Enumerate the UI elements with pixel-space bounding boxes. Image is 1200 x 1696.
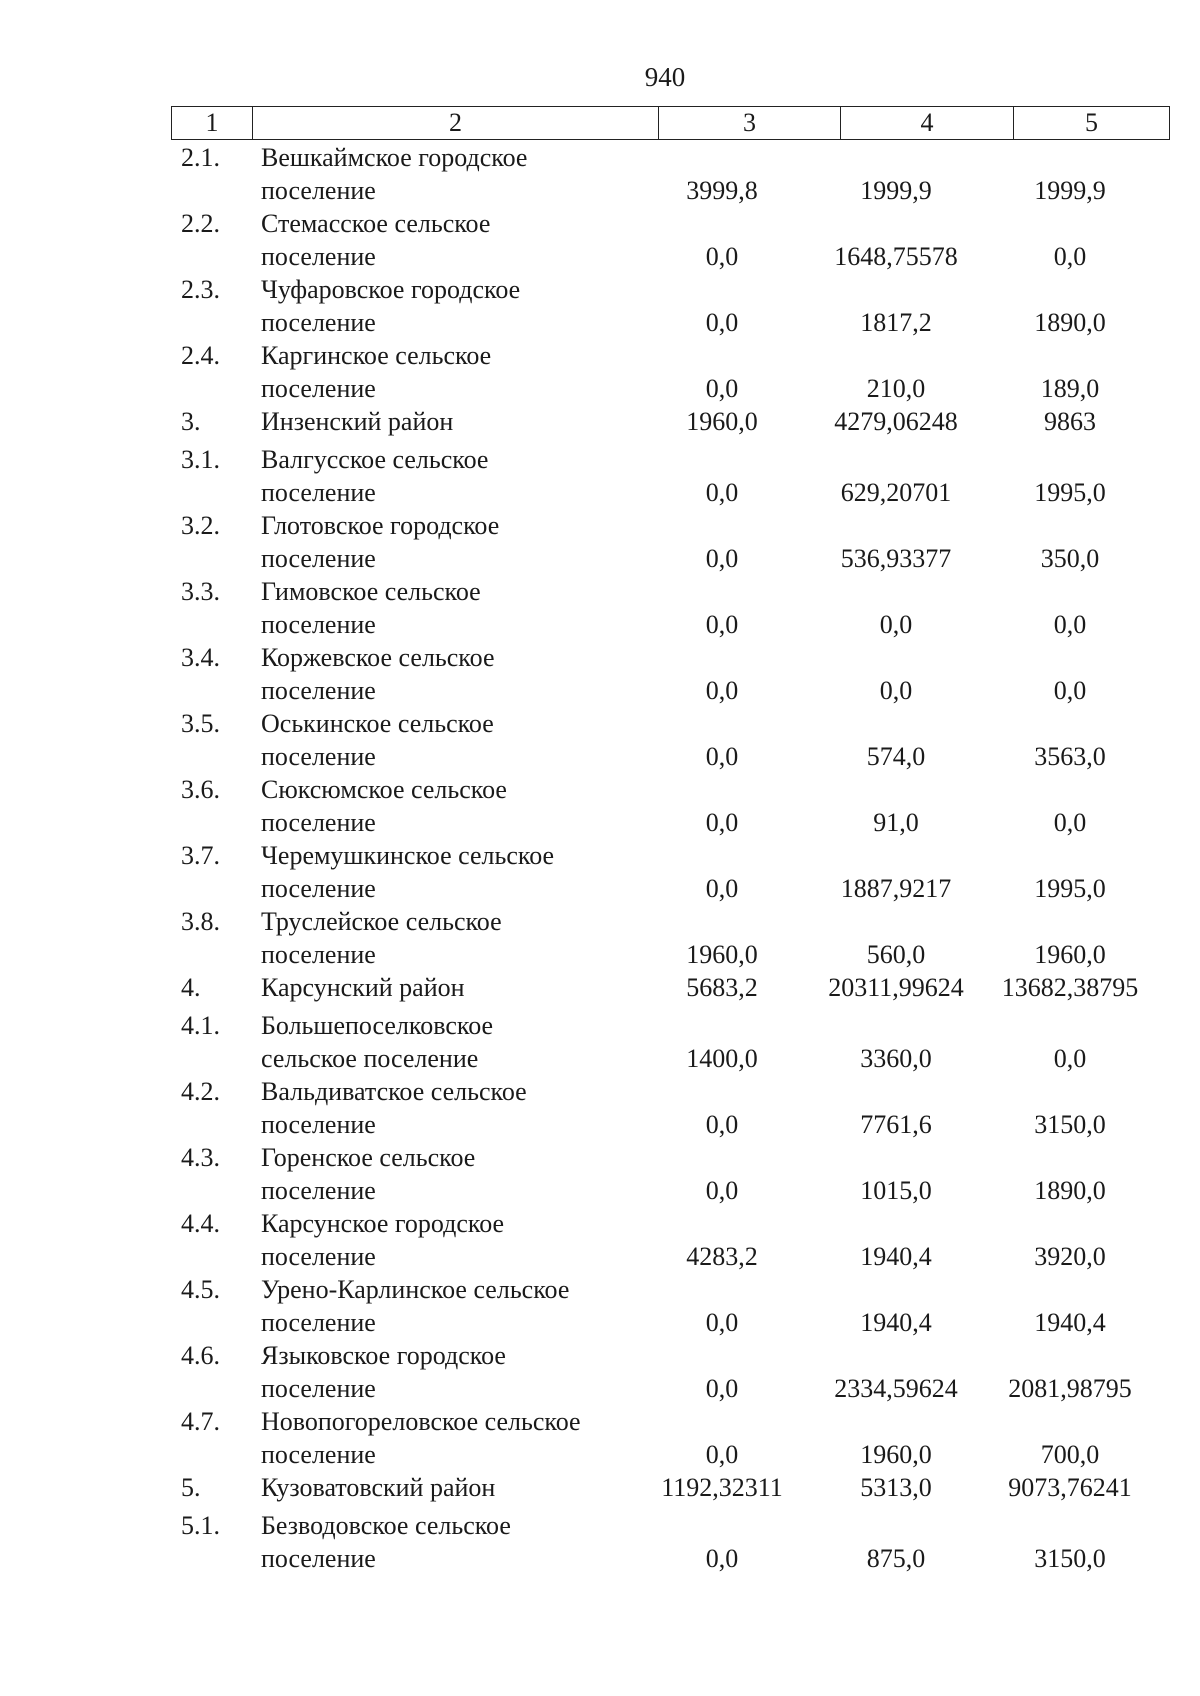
table-row bbox=[0, 1339, 1200, 1405]
row-name-line: Урено-Карлинское сельское bbox=[261, 1275, 570, 1304]
row-name bbox=[261, 1339, 651, 1405]
value-col-4: 4279,06248 bbox=[834, 407, 958, 436]
row-name bbox=[261, 141, 651, 207]
value-col-5: 2081,98795 bbox=[1008, 1374, 1132, 1403]
row-number: 4.7. bbox=[181, 1407, 220, 1436]
value-col-5: 9073,76241 bbox=[1008, 1473, 1132, 1502]
row-name-line: поселение bbox=[261, 1308, 376, 1337]
row-name-line: поселение bbox=[261, 610, 376, 639]
row-name-line: Чуфаровское городское bbox=[261, 275, 521, 304]
row-number: 4.2. bbox=[181, 1077, 220, 1106]
row-name-line: поселение bbox=[261, 808, 376, 837]
row-name-line: поселение bbox=[261, 940, 376, 969]
row-name-line: Оськинское сельское bbox=[261, 709, 494, 738]
value-col-3: 0,0 bbox=[705, 1440, 739, 1469]
row-name-line: поселение bbox=[261, 1544, 376, 1573]
value-col-3: 0,0 bbox=[705, 1110, 739, 1139]
value-col-5: 9863 bbox=[1044, 407, 1096, 436]
row-number: 3.8. bbox=[181, 907, 220, 936]
row-number: 3.1. bbox=[181, 445, 220, 474]
row-name-line: поселение bbox=[261, 176, 376, 205]
row-number: 3.7. bbox=[181, 841, 220, 870]
row-name bbox=[261, 1273, 651, 1339]
row-name-line: Коржевское сельское bbox=[261, 643, 495, 672]
table-row bbox=[0, 773, 1200, 839]
value-col-4: 210,0 bbox=[866, 374, 926, 403]
row-number: 3.6. bbox=[181, 775, 220, 804]
row-name bbox=[261, 1471, 651, 1504]
row-name-line: поселение bbox=[261, 742, 376, 771]
value-col-3: 0,0 bbox=[705, 242, 739, 271]
row-name bbox=[261, 1207, 651, 1273]
row-name-line: Инзенский район bbox=[261, 407, 454, 436]
value-col-5: 3920,0 bbox=[1034, 1242, 1106, 1271]
value-col-4: 1940,4 bbox=[860, 1308, 932, 1337]
value-col-5: 13682,38795 bbox=[1001, 973, 1139, 1002]
table-row bbox=[0, 1273, 1200, 1339]
row-number: 3. bbox=[181, 407, 201, 436]
row-name-line: Сюксюмское сельское bbox=[261, 775, 507, 804]
header-col-1: 1 bbox=[172, 107, 253, 140]
row-name-line: Вешкаймское городское bbox=[261, 143, 528, 172]
value-col-3: 5683,2 bbox=[686, 973, 758, 1002]
value-col-3: 0,0 bbox=[705, 742, 739, 771]
row-number: 3.2. bbox=[181, 511, 220, 540]
row-name bbox=[261, 443, 651, 509]
value-col-4: 536,93377 bbox=[840, 544, 952, 573]
row-name-line: Вальдиватское сельское bbox=[261, 1077, 527, 1106]
row-name bbox=[261, 1509, 651, 1575]
header-col-3: 3 bbox=[659, 107, 841, 140]
row-number: 2.1. bbox=[181, 143, 220, 172]
row-number: 3.3. bbox=[181, 577, 220, 606]
row-name bbox=[261, 339, 651, 405]
row-name-line: поселение bbox=[261, 374, 376, 403]
value-col-5: 0,0 bbox=[1053, 610, 1087, 639]
page-number: 940 bbox=[644, 62, 686, 92]
value-col-3: 0,0 bbox=[705, 1308, 739, 1337]
table-row bbox=[0, 339, 1200, 405]
value-col-5: 3563,0 bbox=[1034, 742, 1106, 771]
value-col-5: 1995,0 bbox=[1034, 874, 1106, 903]
value-col-3: 0,0 bbox=[705, 308, 739, 337]
row-name bbox=[261, 405, 651, 438]
value-col-3: 1960,0 bbox=[686, 407, 758, 436]
value-col-3: 1192,32311 bbox=[661, 1473, 783, 1502]
row-name-line: Горенское сельское bbox=[261, 1143, 476, 1172]
table-row bbox=[0, 1471, 1200, 1509]
row-name bbox=[261, 773, 651, 839]
value-col-4: 1817,2 bbox=[860, 308, 932, 337]
table-row bbox=[0, 509, 1200, 575]
value-col-3: 4283,2 bbox=[686, 1242, 758, 1271]
value-col-4: 1648,75578 bbox=[834, 242, 958, 271]
value-col-4: 1015,0 bbox=[860, 1176, 932, 1205]
value-col-5: 3150,0 bbox=[1034, 1110, 1106, 1139]
row-name-line: Глотовское городское bbox=[261, 511, 500, 540]
value-col-5: 1999,9 bbox=[1034, 176, 1106, 205]
row-number: 4.4. bbox=[181, 1209, 220, 1238]
table-row bbox=[0, 1207, 1200, 1273]
table-row bbox=[0, 1141, 1200, 1207]
row-number: 2.4. bbox=[181, 341, 220, 370]
row-number: 4.3. bbox=[181, 1143, 220, 1172]
table-row bbox=[0, 575, 1200, 641]
table-row bbox=[0, 707, 1200, 773]
value-col-4: 7761,6 bbox=[860, 1110, 932, 1139]
value-col-3: 0,0 bbox=[705, 1176, 739, 1205]
header-col-5: 5 bbox=[1014, 107, 1170, 140]
header-col-4: 4 bbox=[841, 107, 1014, 140]
row-name-line: Валгусское сельское bbox=[261, 445, 489, 474]
table-row bbox=[0, 405, 1200, 443]
table-row bbox=[0, 443, 1200, 509]
value-col-4: 1960,0 bbox=[860, 1440, 932, 1469]
row-name-line: Труслейское сельское bbox=[261, 907, 502, 936]
value-col-4: 0,0 bbox=[879, 676, 913, 705]
table-row bbox=[0, 971, 1200, 1009]
row-name-line: Гимовское сельское bbox=[261, 577, 481, 606]
row-name-line: поселение bbox=[261, 1242, 376, 1271]
row-name bbox=[261, 207, 651, 273]
value-col-4: 875,0 bbox=[866, 1544, 926, 1573]
row-number: 2.3. bbox=[181, 275, 220, 304]
row-number: 5.1. bbox=[181, 1511, 220, 1540]
row-name bbox=[261, 641, 651, 707]
value-col-3: 1400,0 bbox=[686, 1044, 758, 1073]
value-col-3: 0,0 bbox=[705, 374, 739, 403]
row-name bbox=[261, 575, 651, 641]
value-col-5: 1940,4 bbox=[1034, 1308, 1106, 1337]
row-name-line: поселение bbox=[261, 676, 376, 705]
table-row bbox=[0, 207, 1200, 273]
row-name-line: поселение bbox=[261, 478, 376, 507]
value-col-5: 350,0 bbox=[1040, 544, 1100, 573]
value-col-4: 0,0 bbox=[879, 610, 913, 639]
value-col-3: 1960,0 bbox=[686, 940, 758, 969]
row-name-line: сельское поселение bbox=[261, 1044, 479, 1073]
row-name bbox=[261, 1009, 651, 1075]
row-number: 4.1. bbox=[181, 1011, 220, 1040]
row-name-line: поселение bbox=[261, 242, 376, 271]
table-row bbox=[0, 273, 1200, 339]
value-col-3: 0,0 bbox=[705, 478, 739, 507]
row-name-line: Безводовское сельское bbox=[261, 1511, 511, 1540]
value-col-5: 0,0 bbox=[1053, 1044, 1087, 1073]
row-name bbox=[261, 509, 651, 575]
value-col-5: 1995,0 bbox=[1034, 478, 1106, 507]
value-col-5: 700,0 bbox=[1040, 1440, 1100, 1469]
table-row bbox=[0, 1075, 1200, 1141]
value-col-3: 3999,8 bbox=[686, 176, 758, 205]
table-row bbox=[0, 1509, 1200, 1575]
row-name bbox=[261, 273, 651, 339]
row-name-line: поселение bbox=[261, 1110, 376, 1139]
row-name-line: Карсунское городское bbox=[261, 1209, 505, 1238]
table-row bbox=[0, 839, 1200, 905]
row-name-line: поселение bbox=[261, 308, 376, 337]
row-name-line: Карсунский район bbox=[261, 973, 465, 1002]
row-name bbox=[261, 1141, 651, 1207]
table-row bbox=[0, 905, 1200, 971]
row-number: 4.6. bbox=[181, 1341, 220, 1370]
row-name-line: Стемасское сельское bbox=[261, 209, 491, 238]
row-name-line: поселение bbox=[261, 874, 376, 903]
row-name-line: поселение bbox=[261, 1440, 376, 1469]
row-name-line: Черемушкинское сельское bbox=[261, 841, 555, 870]
row-name bbox=[261, 707, 651, 773]
row-name-line: Кузоватовский район bbox=[261, 1473, 496, 1502]
value-col-4: 91,0 bbox=[873, 808, 919, 837]
row-name bbox=[261, 905, 651, 971]
table-header bbox=[171, 106, 1170, 140]
value-col-5: 0,0 bbox=[1053, 242, 1087, 271]
value-col-5: 0,0 bbox=[1053, 808, 1087, 837]
value-col-4: 1940,4 bbox=[860, 1242, 932, 1271]
value-col-3: 0,0 bbox=[705, 1374, 739, 1403]
value-col-5: 1960,0 bbox=[1034, 940, 1106, 969]
row-name-line: Каргинское сельское bbox=[261, 341, 492, 370]
value-col-3: 0,0 bbox=[705, 808, 739, 837]
row-number: 5. bbox=[181, 1473, 201, 1502]
row-name bbox=[261, 971, 651, 1004]
row-name bbox=[261, 839, 651, 905]
value-col-3: 0,0 bbox=[705, 1544, 739, 1573]
header-col-2: 2 bbox=[253, 107, 659, 140]
row-name-line: поселение bbox=[261, 1374, 376, 1403]
row-number: 3.5. bbox=[181, 709, 220, 738]
value-col-4: 629,20701 bbox=[840, 478, 952, 507]
row-name bbox=[261, 1405, 651, 1471]
value-col-5: 1890,0 bbox=[1034, 1176, 1106, 1205]
row-number: 3.4. bbox=[181, 643, 220, 672]
table-row bbox=[0, 1405, 1200, 1471]
row-name-line: Новопогореловское сельское bbox=[261, 1407, 581, 1436]
value-col-4: 560,0 bbox=[866, 940, 926, 969]
value-col-5: 0,0 bbox=[1053, 676, 1087, 705]
value-col-4: 20311,99624 bbox=[828, 973, 964, 1002]
value-col-5: 1890,0 bbox=[1034, 308, 1106, 337]
table-row bbox=[0, 141, 1200, 207]
value-col-5: 3150,0 bbox=[1034, 1544, 1106, 1573]
value-col-4: 3360,0 bbox=[860, 1044, 932, 1073]
row-number: 4.5. bbox=[181, 1275, 220, 1304]
value-col-3: 0,0 bbox=[705, 544, 739, 573]
row-number: 4. bbox=[181, 973, 201, 1002]
table-row bbox=[0, 641, 1200, 707]
value-col-4: 5313,0 bbox=[860, 1473, 932, 1502]
table-body bbox=[0, 141, 1200, 1575]
value-col-5: 189,0 bbox=[1040, 374, 1100, 403]
row-name-line: Большепоселковское bbox=[261, 1011, 494, 1040]
row-name-line: Языковское городское bbox=[261, 1341, 506, 1370]
header-row bbox=[172, 107, 1170, 140]
value-col-4: 1999,9 bbox=[860, 176, 932, 205]
value-col-3: 0,0 bbox=[705, 610, 739, 639]
value-col-4: 574,0 bbox=[866, 742, 926, 771]
row-name-line: поселение bbox=[261, 544, 376, 573]
table-row bbox=[0, 1009, 1200, 1075]
row-name bbox=[261, 1075, 651, 1141]
row-name-line: поселение bbox=[261, 1176, 376, 1205]
value-col-3: 0,0 bbox=[705, 874, 739, 903]
row-number: 2.2. bbox=[181, 209, 220, 238]
value-col-4: 1887,9217 bbox=[840, 874, 952, 903]
value-col-3: 0,0 bbox=[705, 676, 739, 705]
value-col-4: 2334,59624 bbox=[834, 1374, 958, 1403]
